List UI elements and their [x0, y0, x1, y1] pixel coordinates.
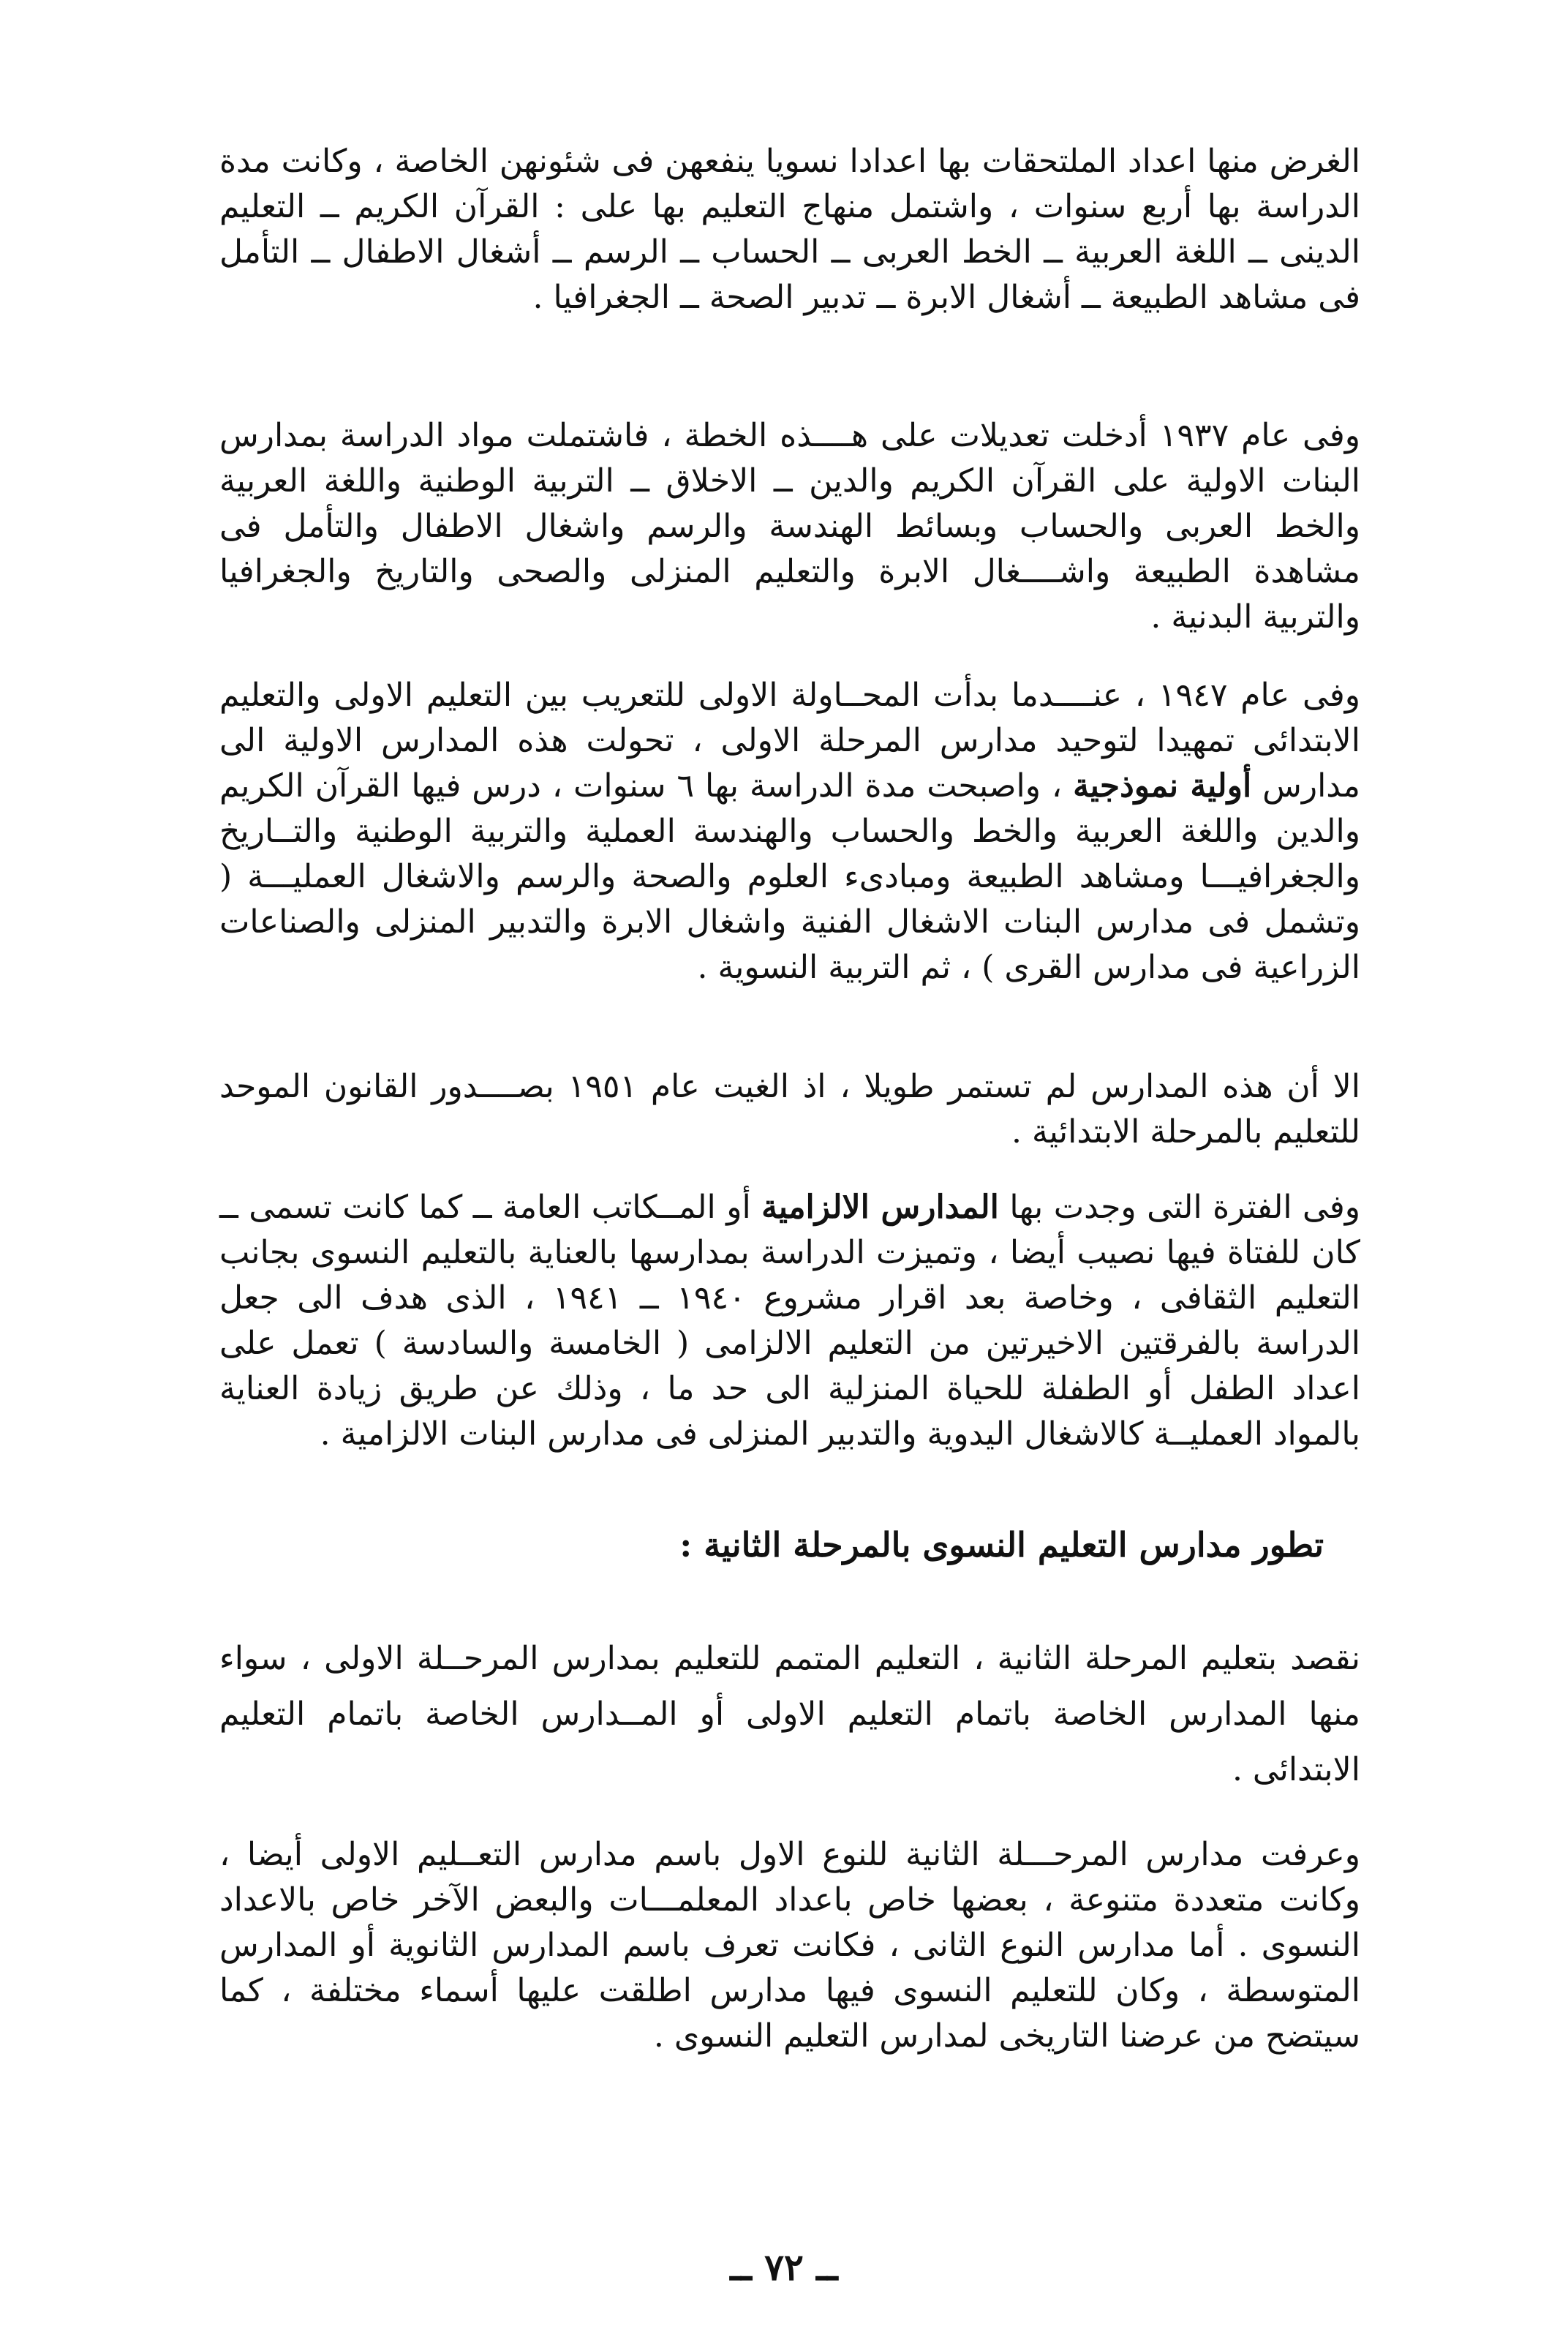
- paragraph-1937-amendments: وفى عام ١٩٣٧ أدخلت تعديلات على هــــذه الخطة ، فاشتملت مواد الدراسة بمدارس البنات الاولية على القرآن الكريم والدين ــ الاخلاق ــ التربية الوطنية واللغة العربية والخط العربى والحساب وبسائط الهندسة والرسم واشغال الاطفال والتأمل فى مشاهدة الطبيعة واشــــغال الابرة والتعليم المنزلى والصحى والتاريخ والجغرافيا والتربية البدنية .: [219, 417, 1361, 636]
- paragraph-compulsory-schools: [219, 1185, 1360, 1457]
- emphasis-model-primary: أولية نموذجية: [1073, 767, 1252, 805]
- paragraph-curriculum-original: الغرض منها اعداد الملتحقات بها اعدادا نسويا ينفعهن فى شئونهن الخاصة ، وكانت مدة الدراسة بها أربع سنوات ، واشتمل منهاج التعليم بها على : القرآن الكريم ــ التعليم الدينى ــ اللغة العربية ــ الخط العربى ــ الحساب ــ الرسم ــ أشغال الاطفال ــ التأمل فى مشاهد الطبيعة ــ أشغال الابرة ــ تدبير الصحة ــ الجغرافيا .: [219, 143, 1360, 316]
- paragraph-1951-abolition: الا أن هذه المدارس لم تستمر طويلا ، اذ الغيت عام ١٩٥١ بصــــدور القانون الموحد للتعليم بالمرحلة الابتدائية .: [219, 1068, 1360, 1151]
- text-run: وفى عام ١٩٤٧ ، عنــــدما بدأت المحــاولة الاولى للتعريب بين التعليم الاولى والتعليم الابتدائى تمهيدا لتوحيد مدارس المرحلة الاولى ، تحولت هذه المدارس الاولية الى مدارس: [219, 677, 1360, 805]
- text-run: وفى الفترة التى وجدت بها: [998, 1189, 1360, 1226]
- text-run: ، واصبحت مدة الدراسة بها ٦ سنوات ، درس فيها القرآن الكريم والدين واللغة العربية والخط والحساب والهندسة العملية والتربية الوطنية والتــاريخ والجغرافيـــا ومشاهد الطبيعة ومبادىء العلوم والصحة والرسم والاشغال العمليـــة ( وتشمل فى مدارس البنات الاشغال الفنية واشغال الابرة والتدبير المنزلى والصناعات الزراعية فى مدارس القرى ) ، ثم التربية النسوية .: [219, 767, 1360, 986]
- paragraph-second-stage-definition: نقصد بتعليم المرحلة الثانية ، التعليم المتمم للتعليم بمدارس المرحــلة الاولى ، سواء منها المدارس الخاصة باتمام التعليم الاولى أو المــدارس الخاصة باتمام التعليم الابتدائى .: [219, 1640, 1360, 1788]
- text-run: أو المــكاتب العامة ــ كما كانت تسمى ــ كان للفتاة فيها نصيب أيضا ، وتميزت الدراسة بمدارسها بالعناية بالتعليم النسوى بجانب التعليم الثقافى ، وخاصة بعد اقرار مشروع ١٩٤٠ ــ ١٩٤١ ، الذى هدف الى جعل الدراسة بالفرقتين الاخيرتين من التعليم الالزامى ( الخامسة والسادسة ) تعمل على اعداد الطفل أو الطفلة للحياة المنزلية الى حد ما ، وذلك عن طريق زيادة العناية بالمواد العمليــة كالاشغال اليدوية والتدبير المنزلى فى مدارس البنات الالزامية .: [219, 1189, 1360, 1453]
- paragraph-1947-model-schools: [219, 673, 1360, 990]
- emphasis-compulsory-schools: المدارس الالزامية: [761, 1189, 999, 1226]
- page-number: ــ ٧٢ ــ: [730, 2246, 838, 2289]
- paragraph-second-stage-types: وعرفت مدارس المرحـــلة الثانية للنوع الاول باسم مدارس التعــليم الاولى أيضا ، وكانت متعددة متنوعة ، بعضها خاص باعداد المعلمـــات والبعض الآخر خاص بالاعداد النسوى . أما مدارس النوع الثانى ، فكانت تعرف باسم المدارس الثانوية أو المدارس المتوسطة ، وكان للتعليم النسوى فيها مدارس اطلقت عليها أسماء مختلفة ، كما سيتضح من عرضنا التاريخى لمدارس التعليم النسوى .: [219, 1836, 1360, 2055]
- section-heading: تطور مدارس التعليم النسوى بالمرحلة الثانية :: [679, 1525, 1324, 1565]
